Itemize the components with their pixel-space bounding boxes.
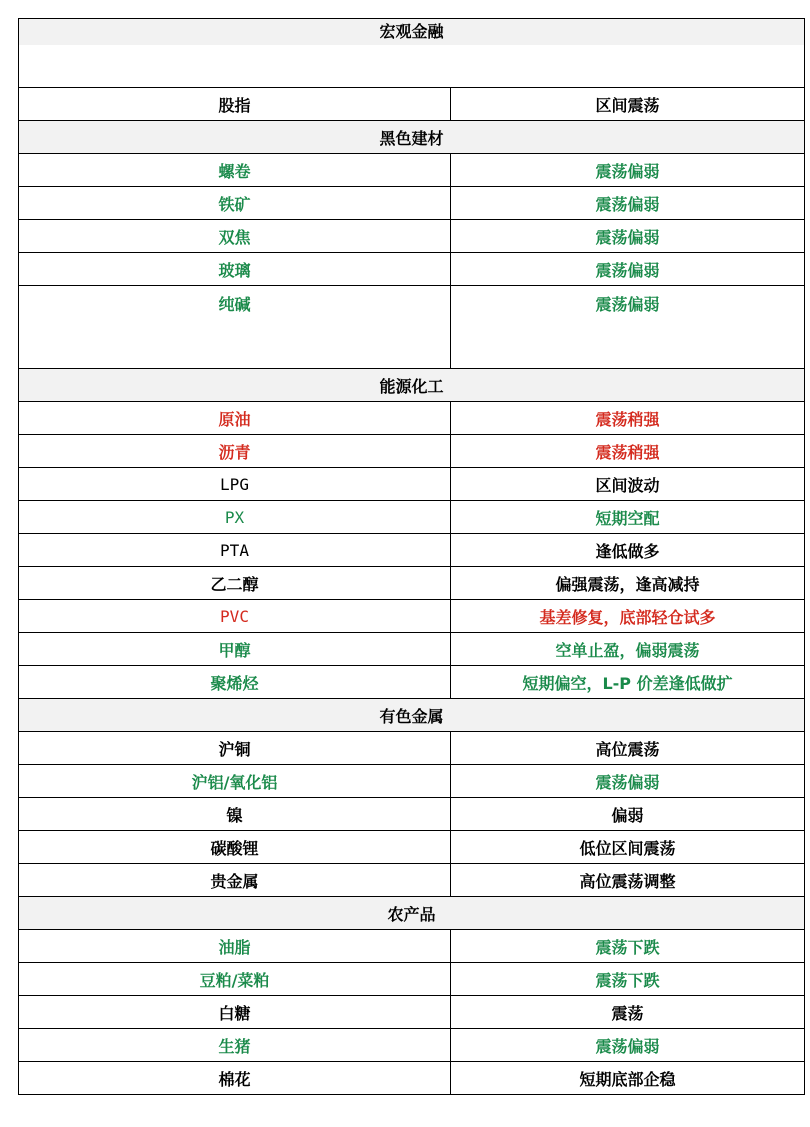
section-energy [19,369,805,402]
outlook-view-cell: 震荡稍强 [451,435,805,468]
section-header-cell [19,19,805,88]
section-title: 有色金属 [19,699,805,732]
outlook-view-cell: 震荡偏弱 [451,286,805,369]
outlook-view-cell: 空单止盈，偏弱震荡 [451,633,805,666]
table-row [19,765,805,798]
commodity-name-cell: 螺卷 [19,154,451,187]
outlook-view-cell: 逢低做多 [451,534,805,567]
commodity-name-cell: 碳酸锂 [19,831,451,864]
table-row [19,666,805,699]
table-row [19,633,805,666]
commodity-name-cell: 股指 [19,88,451,121]
outlook-view-cell: 短期空配 [451,501,805,534]
outlook-view-cell: 基差修复，底部轻仓试多 [451,600,805,633]
commodity-name-cell: 镍 [19,798,451,831]
commodity-name-cell: 纯碱 [19,286,451,369]
table-row [19,534,805,567]
table-row [19,187,805,220]
table-row [19,600,805,633]
outlook-view-cell: 震荡下跌 [451,963,805,996]
commodity-name-cell: 双焦 [19,220,451,253]
commodity-name-cell: 铁矿 [19,187,451,220]
section-title: 黑色建材 [19,121,805,154]
table-row [19,996,805,1029]
outlook-view-cell: 震荡下跌 [451,930,805,963]
outlook-view-cell: 震荡偏弱 [451,220,805,253]
table-row [19,435,805,468]
outlook-view-cell: 低位区间震荡 [451,831,805,864]
commodity-name-cell: 白糖 [19,996,451,1029]
table-row [19,864,805,897]
outlook-view-cell: 区间波动 [451,468,805,501]
commodity-name-cell: 沪铝/氧化铝 [19,765,451,798]
table-row [19,253,805,286]
table-row [19,501,805,534]
outlook-view-cell: 区间震荡 [451,88,805,121]
table-row [19,220,805,253]
commodity-name-cell: 豆粕/菜粕 [19,963,451,996]
section-title: 宏观金融 [19,19,804,45]
table-row [19,286,805,369]
table-row [19,732,805,765]
outlook-view-cell: 短期偏空，L-P 价差逢低做扩 [451,666,805,699]
commodity-name-cell: 玻璃 [19,253,451,286]
table-row [19,154,805,187]
outlook-view-cell: 震荡偏弱 [451,154,805,187]
table-row [19,567,805,600]
commodity-name-cell: 甲醇 [19,633,451,666]
commodity-name-cell: 沥青 [19,435,451,468]
table-row [19,1062,805,1095]
section-agri [19,897,805,930]
section-macro [19,19,805,88]
outlook-view-cell: 震荡 [451,996,805,1029]
table-row [19,798,805,831]
outlook-view-cell: 偏强震荡，逢高减持 [451,567,805,600]
table-body [19,19,805,1095]
outlook-view-cell: 震荡稍强 [451,402,805,435]
table-row [19,831,805,864]
outlook-table-container [18,18,804,1095]
outlook-view-cell: 震荡偏弱 [451,253,805,286]
table-row [19,468,805,501]
section-title: 农产品 [19,897,805,930]
outlook-view-cell: 震荡偏弱 [451,765,805,798]
table-row [19,1029,805,1062]
outlook-view-cell: 震荡偏弱 [451,187,805,220]
table-row [19,930,805,963]
commodity-outlook-table [18,18,805,1095]
outlook-view-cell: 高位震荡调整 [451,864,805,897]
table-row [19,88,805,121]
commodity-name-cell: 棉花 [19,1062,451,1095]
commodity-name-cell: 聚烯烃 [19,666,451,699]
outlook-view-cell: 高位震荡 [451,732,805,765]
commodity-name-cell: 贵金属 [19,864,451,897]
outlook-view-cell: 短期底部企稳 [451,1062,805,1095]
commodity-name-cell: PTA [19,534,451,567]
commodity-name-cell: 油脂 [19,930,451,963]
outlook-view-cell: 震荡偏弱 [451,1029,805,1062]
commodity-name-cell: 原油 [19,402,451,435]
section-title: 能源化工 [19,369,805,402]
section-ferrous [19,121,805,154]
commodity-name-cell: 乙二醇 [19,567,451,600]
section-nonferrous [19,699,805,732]
outlook-view-cell: 偏弱 [451,798,805,831]
table-row [19,402,805,435]
commodity-name-cell: 生猪 [19,1029,451,1062]
table-row [19,963,805,996]
commodity-name-cell: PVC [19,600,451,633]
commodity-name-cell: LPG [19,468,451,501]
commodity-name-cell: PX [19,501,451,534]
commodity-name-cell: 沪铜 [19,732,451,765]
